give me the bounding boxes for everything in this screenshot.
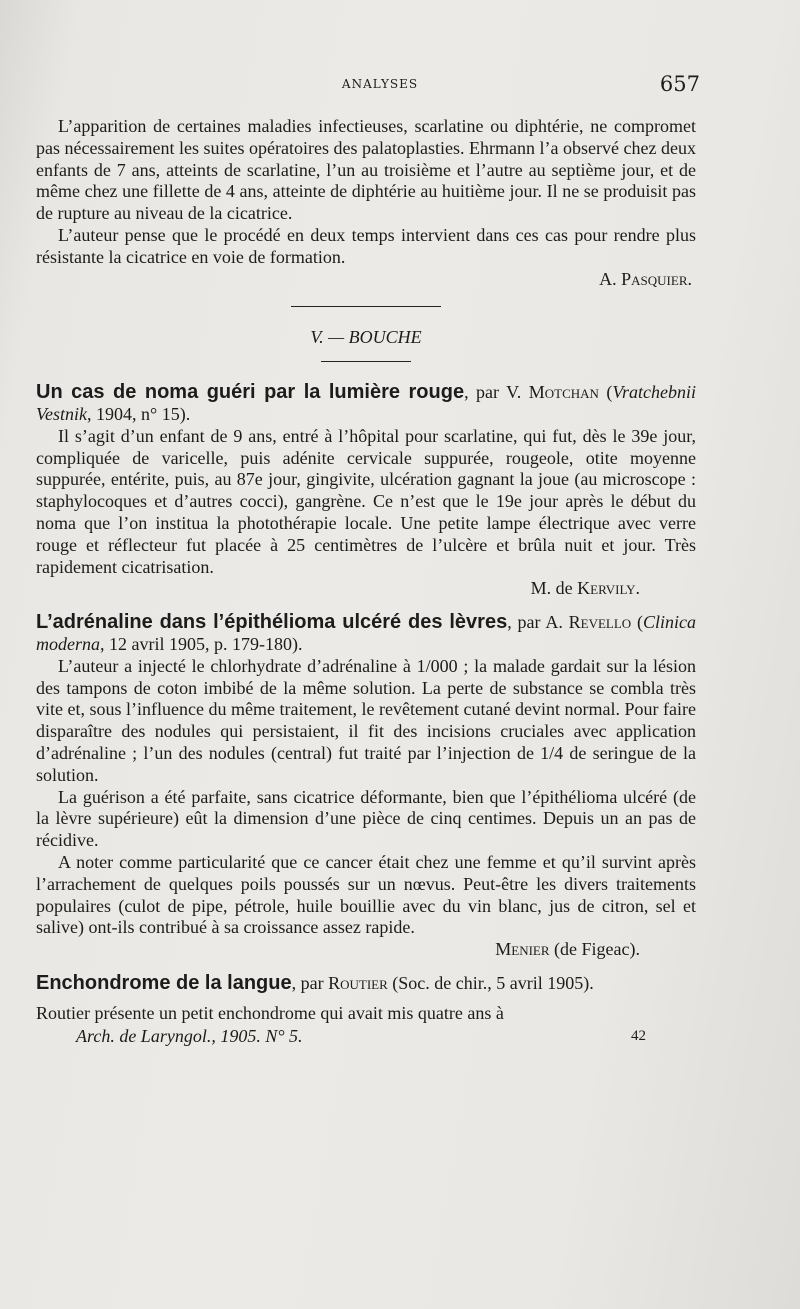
section-rule-bottom [321, 361, 411, 362]
article-2-signature-rest: (de Figeac). [549, 939, 640, 960]
article-2-author: Revello [568, 612, 632, 633]
article-3-by: , par [291, 972, 329, 993]
running-title: ANALYSES [341, 77, 419, 91]
article-3-body-start: Routier présente un petit enchondrome qui avait mis quatre ans à [36, 1002, 504, 1023]
article-2-paragraph-2: La guérison a été parfaite, sans cicatrice déformante, bien que l’épithélioma ulcéré (de la lèvre supérieure) eût la dimension d’une pièce de cinq centimes. Depuis un an pas de récidive. [36, 786, 696, 851]
article-3-source: (Soc. de chir., 5 avril 1905). [387, 972, 594, 993]
article-1-title: Un cas de noma guéri par la lumière rouge [36, 381, 465, 404]
intro-signature-name: Pasquier. [621, 268, 692, 289]
article-2-source-rest: , 12 avril 1905, p. 179-180). [100, 633, 303, 654]
article-2-paragraph-3: A noter comme particularité que ce cancer était chez une femme et qu’il survint après l’arrachement de quelques poils poussés sur un nœvus. Peut-être les divers traitements populaires (culot de pipe, pétrole, huile bouillie avec du vin blanc, jus de citron, sel et salive) ont-ils contribué à sa croissance assez rapide. [36, 851, 696, 938]
article-1-body: Il s’agit d’un enfant de 9 ans, entré à l’hôpital pour scarlatine, qui fut, dès le 39e jour, compliquée de varicelle, puis adénite cervicale suppurée, rougeole, otite moyenne suppurée, entérite, puis, au 87e jour, gingivite, ulcération gagnant la joue (au microscope : staphylocoques et d’autres cocci), gangrène. Ce n’est que le 19e jour après le début du noma que l’on institua la photothérapie locale. Une petite lampe électrique avec verre rouge et réflecteur fut placée à 25 centimètres de l’ulcère et brûla nuit et jour. Très rapidement cicatrisation. [36, 425, 696, 577]
footer-journal-ref: Arch. de Laryngol., 1905. N° 5. [76, 1026, 303, 1047]
article-2-title: L’adrénaline dans l’épithélioma ulcéré des lèvres [36, 611, 508, 634]
running-header [60, 72, 700, 100]
article-1-signature [36, 578, 640, 600]
article-2-source-open: ( [631, 612, 643, 633]
article-1-heading [36, 382, 696, 426]
intro-signature [36, 269, 692, 291]
intro-signature-initial: A. [599, 268, 622, 289]
article-2-journal: Clinica moderna [36, 612, 696, 654]
article-1-by: , par V. [464, 382, 529, 403]
article-2-by: , par A. [507, 612, 569, 633]
article-3-title: Enchondrome de la langue [36, 971, 292, 994]
article-1-author: Motchan [528, 382, 599, 403]
section-heading: V. — BOUCHE [310, 327, 422, 348]
article-3-heading [36, 973, 696, 995]
intro-paragraph-1: L’apparition de certaines maladies infectieuses, scarlatine ou diphtérie, ne compromet pas nécessairement les suites opératoires des palatoplasties. Ehrmann l’a observé chez deux enfants de 7 ans, atteints de scarlatine, l’un au troisième et l’autre au septième jour, et de même chez une fillette de 4 ans, atteinte de diphtérie au huitième jour. Il ne se produisit pas de rupture au niveau de la cicatrice. [36, 116, 696, 224]
footer-line [36, 1026, 696, 1050]
page-body [36, 116, 696, 1050]
page-number: 657 [659, 72, 700, 96]
article-1-signature-name: Kervily. [577, 578, 640, 599]
section-rule-top [291, 306, 441, 307]
article-1-source-rest: , 1904, n° 15). [87, 403, 191, 424]
article-2-heading [36, 612, 696, 656]
article-2-paragraph-1: L’auteur a injecté le chlorhydrate d’adrénaline à 1/000 ; la malade gardait sur la lésion des tampons de coton imbibé de la même solution. La perte de substance se combla très vite et, sous l’influence du même traitement, le revêtement cutané devint normal. Pour faire disparaître des nodules qui persistaient, il fit des incisions cruciales avec application d’adrénaline ; l’un des nodules (central) fut traité par l’injection de 1/4 de seringue de la solution. [36, 655, 696, 785]
article-2-signature [36, 939, 640, 961]
intro-paragraph-2: L’auteur pense que le procédé en deux temps intervient dans ces cas pour rendre plus résistante la cicatrice en voie de formation. [36, 224, 696, 267]
article-3-author: Routier [328, 972, 388, 993]
article-1-signature-prefix: M. de [530, 578, 578, 599]
article-1-journal: Vratchebnii Vestnik [36, 382, 696, 424]
footer-signature-number: 42 [631, 1028, 646, 1045]
article-2-signature-name: Menier [495, 939, 550, 960]
article-1-source-open: ( [598, 382, 613, 403]
